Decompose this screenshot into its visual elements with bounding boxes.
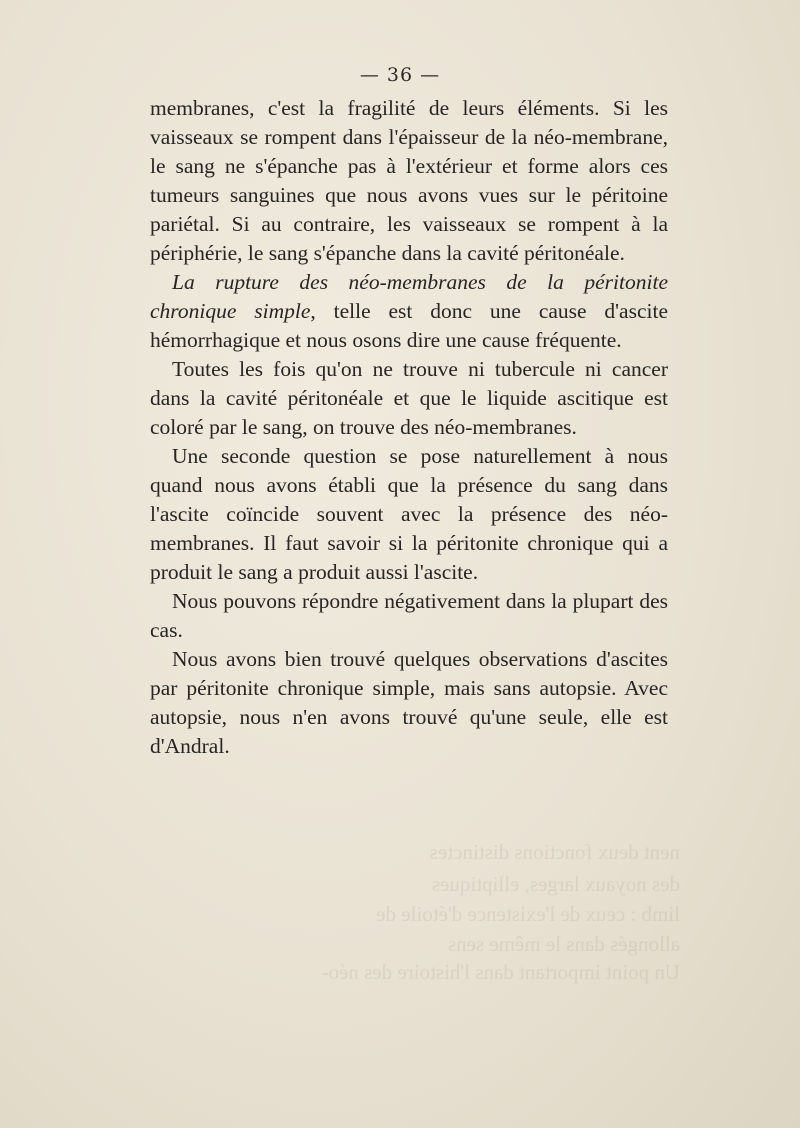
show-through-text: Un point important dans l'histoire des néo- [321, 960, 680, 984]
show-through-text: limb : ceux de l'existence d'étoile de [376, 902, 680, 926]
text-run: membranes, c'est la fragilité de leurs éléments. Si les vaisseaux se rompent dans l'épaisseur de la néo-membrane, le sang ne s'épanche pas à l'extérieur et forme alors ces tumeurs sanguines que nous avons vues sur le péritoine pariétal. Si au contraire, les vaisseaux se rompent à la périphérie, le sang s'épanche dans la cavité péritonéale. [150, 96, 668, 265]
text-run: Toutes les fois qu'on ne trouve ni tubercule ni cancer dans la cavité péritonéale et que le liquide ascitique est coloré par le sang, on trouve des néo-membranes. [150, 357, 668, 439]
text-run: , telle est donc une cause d'ascite hémorrhagique et nous osons dire une cause fréquente. [150, 299, 668, 352]
show-through-text: des noyaux larges, elliptiques [431, 872, 680, 896]
page-number: — 36 — [359, 64, 441, 86]
text-run: Nous pouvons répondre négativement dans la plupart des cas. [150, 589, 668, 642]
paragraph [150, 355, 668, 442]
italic-text-run: La rupture des néo-membranes de la péritonite chronique simple [150, 270, 668, 323]
paragraph [150, 442, 668, 587]
text-run: Nous avons bien trouvé quelques observations d'ascites par péritonite chronique simple, mais sans autopsie. Avec autopsie, nous n'en avons trouvé qu'une seule, elle est d'Andral. [150, 647, 668, 758]
paragraph [150, 268, 668, 355]
show-through-text: allongés dans le même sens [447, 932, 680, 956]
paragraph [150, 645, 668, 761]
text-run: Une seconde question se pose naturellement à nous quand nous avons établi que la présence du sang dans l'ascite coïncide souvent avec la présence des néo-membranes. Il faut savoir si la péritonite chronique qui a produit le sang a produit aussi l'ascite. [150, 444, 668, 584]
show-through-text: nent deux fonctions distinctes [429, 840, 680, 864]
paragraph [150, 587, 668, 645]
body-text [150, 94, 668, 761]
paragraph [150, 94, 668, 268]
